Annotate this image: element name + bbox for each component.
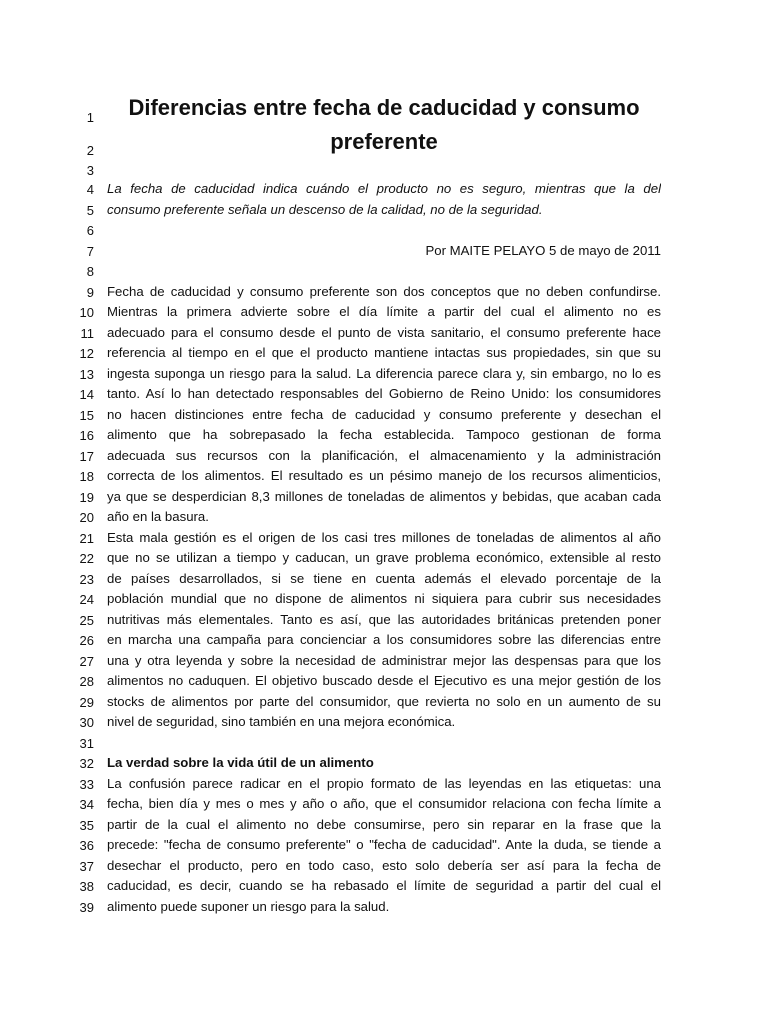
line-number: 31 [79,736,94,751]
paragraph-line: Fecha de caducidad y consumo preferente son dos conceptos que no deben confundirse. [107,284,661,299]
line-number: 11 [80,326,94,341]
line-number: 18 [79,469,94,484]
line-number: 4 [86,182,94,197]
line-number: 21 [79,531,94,546]
paragraph-line: referencia al tiempo en el que el producto mantiene intactas sus propiedades, sin que su [107,345,661,360]
paragraph-line: de países desarrollados, si se tiene en cuenta además el elevado porcentaje de la [107,571,661,586]
paragraph-line: población mundial que no dispone de alimentos ni siquiera para cubrir sus necesidades [107,591,661,606]
paragraph-line: ya que se desperdician 8,3 millones de toneladas de alimentos y bebidas, que acaban cada [107,489,661,504]
paragraph-line: precede: "fecha de consumo preferente" o "fecha de caducidad". Ante la duda, se tiende a [107,837,661,852]
line-number: 39 [79,900,94,915]
line-number: 38 [79,879,94,894]
section-heading: La verdad sobre la vida útil de un alimento [107,755,374,770]
line-number: 10 [79,305,94,320]
paragraph-line: alimento puede suponer un riesgo para la salud. [107,899,390,914]
paragraph-line: alimento que ha sobrepasado la fecha establecida. Tampoco gestionan de forma [107,427,661,442]
line-number: 35 [79,818,94,833]
line-number: 16 [79,428,94,443]
line-number: 7 [86,244,94,259]
paragraph-line: alimentos no caduquen. El objetivo buscado desde el Ejecutivo es una mejor gestión de los [107,673,661,688]
line-number: 12 [79,346,94,361]
paragraph-line: no hacen distinciones entre fecha de caducidad y consumo preferente y desechan el [107,407,661,422]
line-number: 23 [79,572,94,587]
paragraph-line: ingesta suponga un riesgo para la salud. La diferencia parece clara y, sin embargo, no lo es [107,366,661,381]
line-number: 27 [79,654,94,669]
paragraph-line: caducidad, es decir, cuando se ha rebasado el límite de seguridad a partir del cual el [107,878,661,893]
paragraph-line: Esta mala gestión es el origen de los casi tres millones de toneladas de alimentos al año [107,530,661,545]
line-number: 1 [86,110,94,125]
line-number: 33 [79,777,94,792]
line-number: 5 [86,203,94,218]
paragraph-line: Mientras la primera advierte sobre el día límite a partir del cual el alimento no es [107,304,661,319]
paragraph-line: correcta de los alimentos. El resultado es un pésimo manejo de los recursos alimenticios, [107,468,661,483]
line-number: 30 [79,715,94,730]
line-number: 6 [86,223,94,238]
line-number: 34 [79,797,94,812]
byline: Por MAITE PELAYO 5 de mayo de 2011 [425,243,661,258]
subtitle-line: La fecha de caducidad indica cuándo el producto no es seguro, mientras que la del [107,181,661,196]
line-number: 15 [79,408,94,423]
paragraph-line: fecha, bien día y mes o mes y año o año, que el consumidor relaciona con fecha límite a [107,796,661,811]
paragraph-line: desechar el producto, pero en todo caso, esto solo debería ser así para la fecha de [107,858,661,873]
subtitle-line: consumo preferente señala un descenso de la calidad, no de la seguridad. [107,202,543,217]
paragraph-line: nivel de seguridad, sino también en una mejora económica. [107,714,456,729]
line-number: 13 [79,367,94,382]
paragraph-line: nutritivas más elementales. Tanto es así, que las autoridades británicas pretenden poner [107,612,661,627]
line-number: 3 [86,163,94,178]
page-title: Diferencias entre fecha de caducidad y consumo [128,95,640,120]
paragraph-line: una y otra leyenda y sobre la necesidad de administrar mejor las despensas para que los [107,653,661,668]
line-number: 37 [79,859,94,874]
paragraph-line: partir de la cual el alimento no debe consumirse, pero sin reparar en la frase que la [107,817,661,832]
line-number: 22 [79,551,94,566]
paragraph-line: adecuado para el consumo desde el punto de vista sanitario, el consumo preferente hace [107,325,661,340]
line-number: 9 [86,285,94,300]
paragraph-line: adecuada sus recursos con la planificación, el almacenamiento y la administración [107,448,661,463]
paragraph-line: La confusión parece radicar en el propio formato de las leyendas en las etiquetas: una [107,776,661,791]
line-number: 32 [79,756,94,771]
line-number: 29 [79,695,94,710]
line-number: 8 [86,264,94,279]
paragraph-line: stocks de alimentos por parte del consumidor, que revierta no solo en un aumento de su [107,694,661,709]
line-number: 14 [79,387,94,402]
line-number: 2 [86,143,94,158]
line-number: 36 [79,838,94,853]
paragraph-line: en marcha una campaña para concienciar a los consumidores sobre las diferencias entre [107,632,661,647]
paragraph-line: tanto. Así lo han detectado responsables del Gobierno de Reino Unido: los consumidores [107,386,661,401]
line-number: 19 [79,490,94,505]
paragraph-line: año en la basura. [107,509,209,524]
line-number: 25 [79,613,94,628]
line-number: 24 [79,592,94,607]
line-number: 26 [79,633,94,648]
line-number: 28 [79,674,94,689]
page-title-continuation: preferente [330,129,438,154]
paragraph-line: que no se utilizan a tiempo y caducan, un grave problema económico, extensible al resto [107,550,661,565]
line-number: 17 [79,449,94,464]
line-number: 20 [79,510,94,525]
